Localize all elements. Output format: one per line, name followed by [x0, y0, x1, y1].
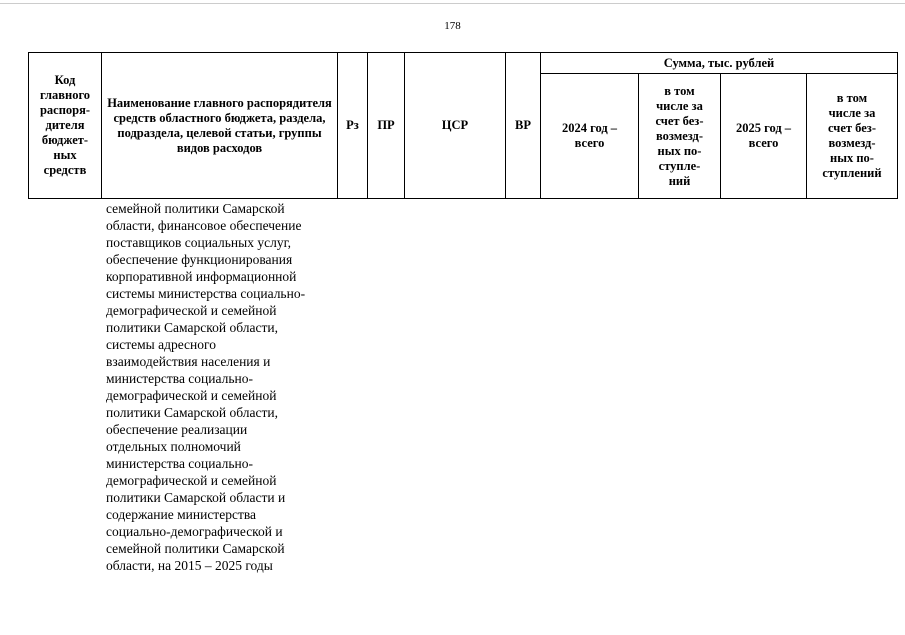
header-vr: ВР — [506, 53, 541, 199]
header-csr: ЦСР — [405, 53, 506, 199]
header-pr: ПР — [368, 53, 405, 199]
budget-table-header — [28, 52, 898, 199]
header-2024-total: 2024 год – всего — [541, 74, 639, 199]
page-number: 178 — [444, 20, 461, 32]
header-2025-free: в том числе за счет без- возмезд- ных по- ступлений — [807, 74, 898, 199]
header-code: Код главного распоря- дителя бюджет- ных средств — [29, 53, 102, 199]
scan-edge-line — [0, 3, 905, 4]
header-rz: Рз — [338, 53, 368, 199]
row-name-text: семейной политики Самарской области, финансовое обеспечение поставщиков социальных услуг, обеспечение функционирования корпоративной информационной системы министерства социально- демографической и семейной политики Самарской области, системы адресного взаимодействия населения и министерства социально- демографической и семейной политики Самарской области, обеспечение реализации отдельных полномочий министерства социально- демографической и семейной политики Самарской области и содержание министерства социально-демографической и семейной политики Самарской области, на 2015 – 2025 годы — [106, 201, 306, 573]
header-2025-total: 2025 год – всего — [721, 74, 807, 199]
header-name: Наименование главного распорядителя средств областного бюджета, раздела, подраздела, целевой статьи, группы видов расходов — [102, 53, 338, 199]
header-2024-free: в том числе за счет без- возмезд- ных по- ступле- ний — [639, 74, 721, 199]
header-sum: Сумма, тыс. рублей — [541, 53, 898, 74]
